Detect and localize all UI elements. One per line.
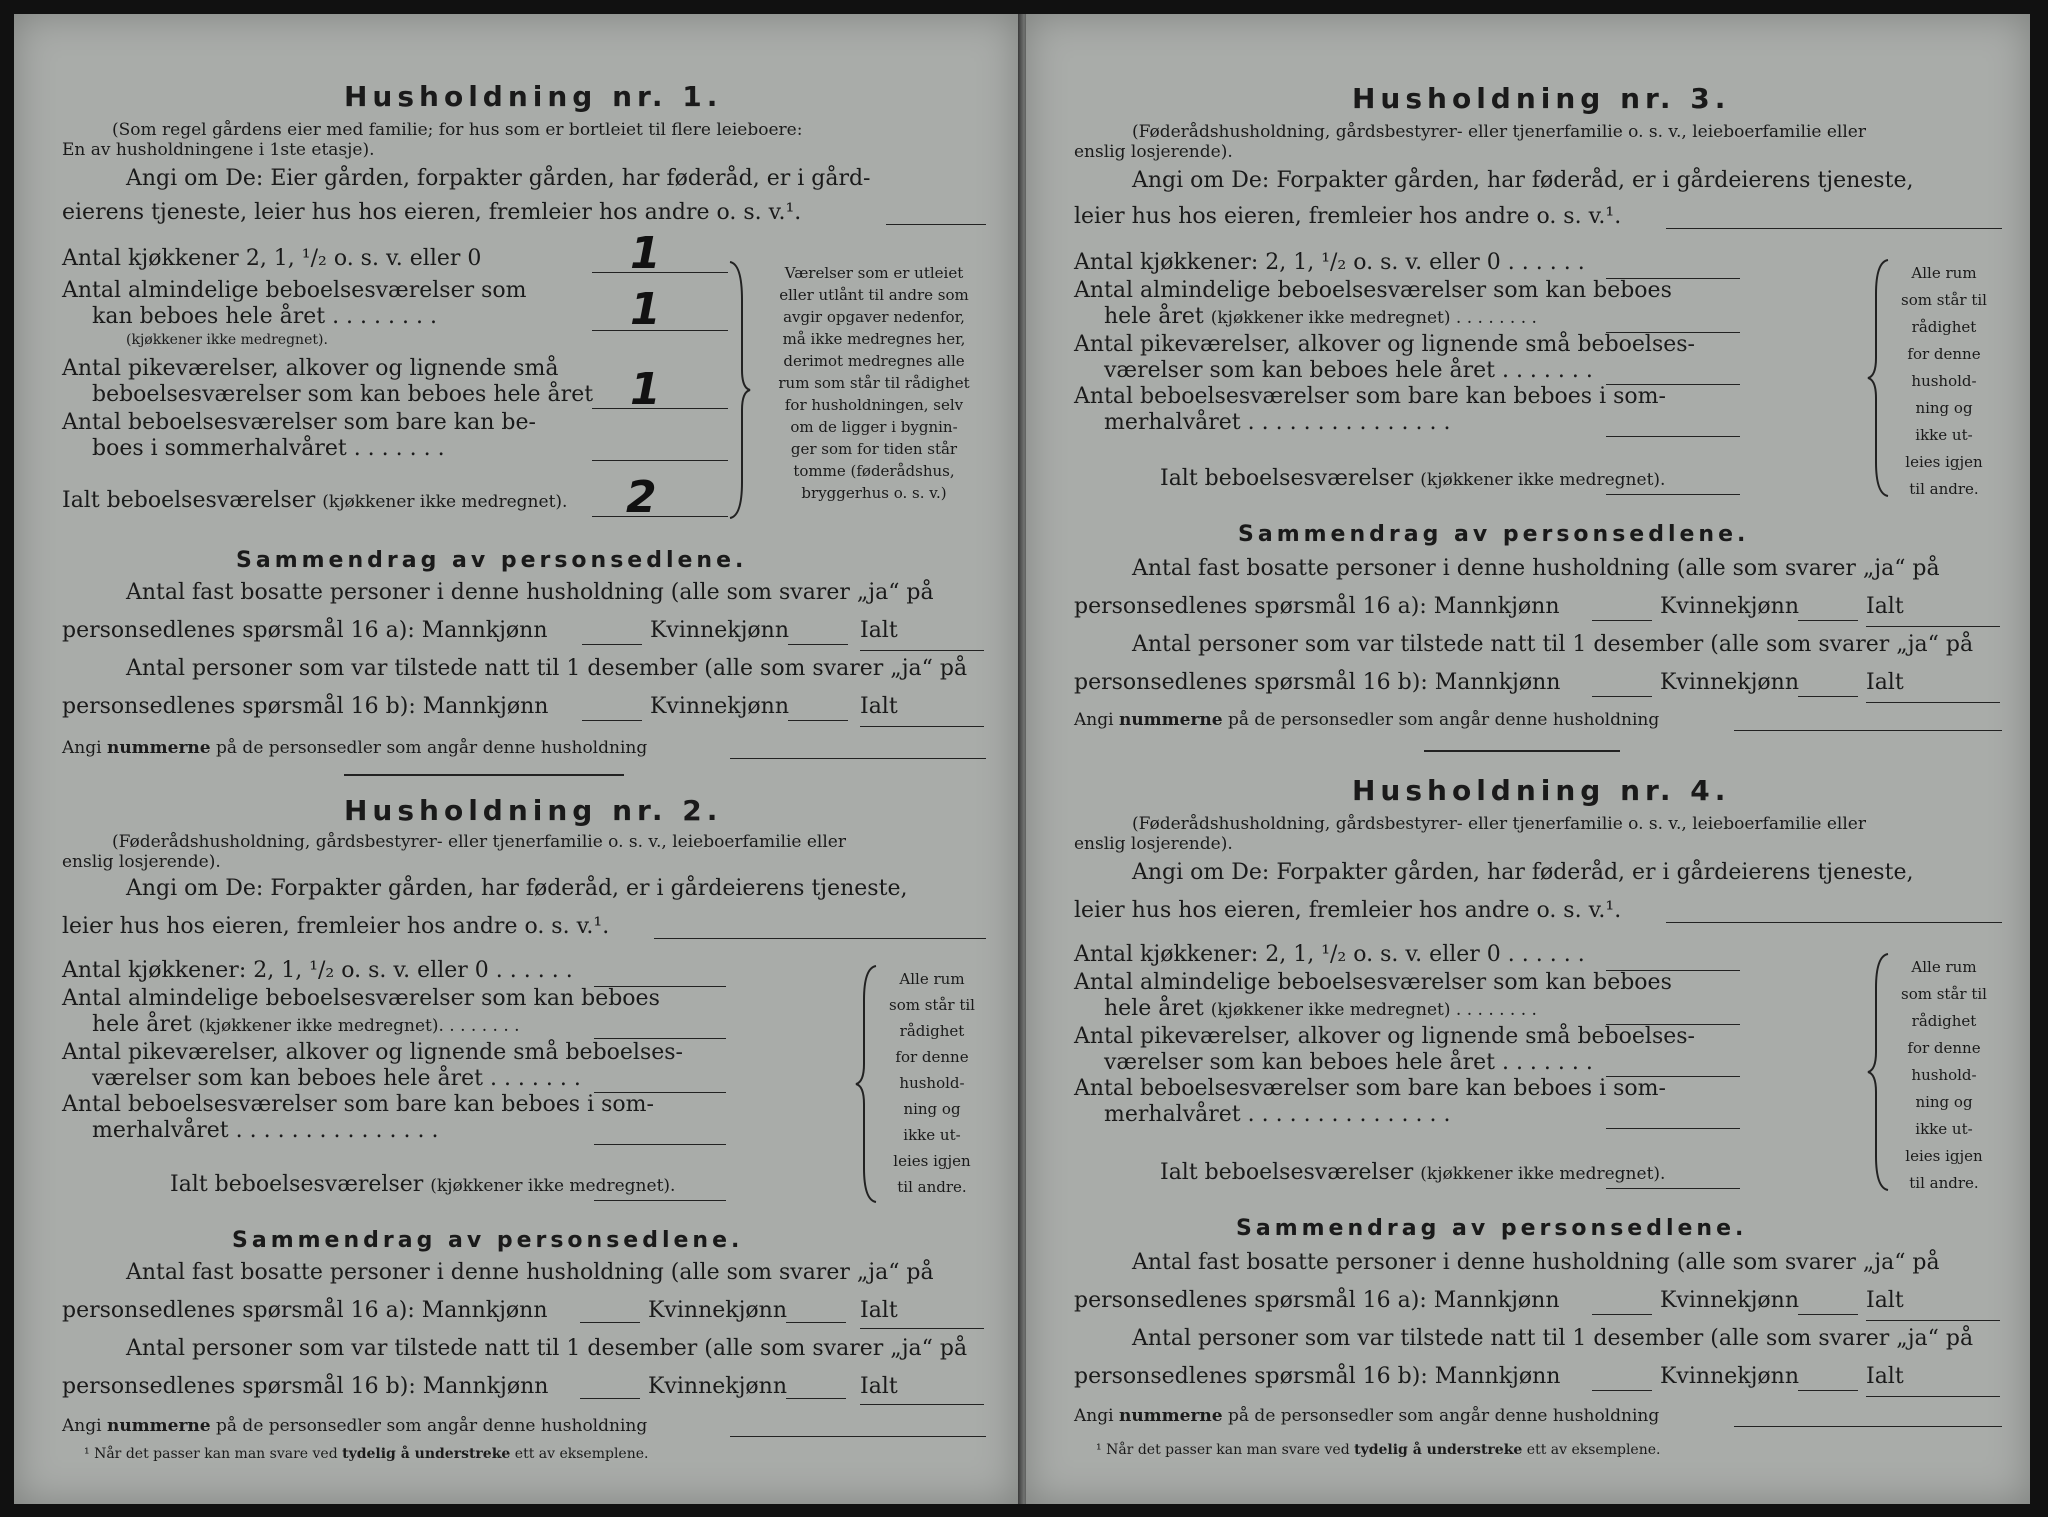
- household-1-b-total-line[interactable]: [860, 726, 984, 727]
- household-1-subtitle-2: En av husholdningene i 1ste etasje).: [62, 140, 375, 160]
- household-1-summary-a1: Antal fast bosatte personer i denne husholdning (alle som svarer „ja“ på: [126, 580, 934, 605]
- household-3-numbers-label: [1074, 710, 1659, 730]
- household-2-b-male-line[interactable]: [580, 1398, 640, 1399]
- household-3-separator: [1424, 750, 1620, 752]
- household-2-b-total-line[interactable]: [860, 1404, 984, 1405]
- household-4-small-rooms-label-1: Antal pikeværelser, alkover og lignende små beboelses-: [1074, 1024, 1695, 1049]
- household-1-rooms-label-1: Antal almindelige beboelsesværelser som: [62, 278, 527, 303]
- household-3-numbers-pre: Angi: [1074, 710, 1114, 730]
- household-4-summer-rooms-label-1: Antal beboelsesværelser som bare kan beboes i som-: [1074, 1076, 1666, 1101]
- household-4-rooms-label-2: [1104, 996, 1537, 1021]
- household-1-rooms-label-3: (kjøkkener ikke medregnet).: [126, 332, 328, 348]
- right-footnote-pre: Når det passer kan man svare ved: [1106, 1442, 1350, 1458]
- household-2-numbers-pre: Angi: [62, 1416, 102, 1436]
- household-2-summer-rooms-line[interactable]: [594, 1144, 726, 1145]
- household-3-numbers-line[interactable]: [1734, 730, 2002, 731]
- household-4-subtitle-1: (Føderådshusholdning, gårdsbestyrer- eller tjenerfamilie o. s. v., leieboerfamilie eller: [1132, 814, 1866, 834]
- household-3-angi-line-1: Angi om De: Forpakter gården, har føderåd, er i gårdeierens tjeneste,: [1132, 168, 1914, 193]
- household-4-rooms-label-2b: (kjøkkener ikke medregnet) . . . . . . . .: [1210, 1000, 1537, 1020]
- household-1-subtitle-1: (Som regel gårdens eier med familie; for hus som er bortleiet til flere leieboere:: [112, 120, 803, 140]
- household-1-small-rooms-label-1: Antal pikeværelser, alkover og lignende små: [62, 356, 559, 381]
- household-3-rooms-label-2b: (kjøkkener ikke medregnet) . . . . . . . .: [1210, 308, 1537, 328]
- household-1-a-male-line[interactable]: [582, 644, 642, 645]
- household-1-angi-line-1: Angi om De: Eier gården, forpakter gården, har føderåd, er i gård-: [126, 166, 871, 191]
- household-1-a-female-label: Kvinnekjønn: [650, 618, 789, 643]
- left-footnote-pre: Når det passer kan man svare ved: [94, 1446, 338, 1462]
- right-footnote-bold: tydelig å understreke: [1354, 1442, 1523, 1458]
- household-4-angi-line-1: Angi om De: Forpakter gården, har føderåd, er i gårdeierens tjeneste,: [1132, 860, 1914, 885]
- household-2-summer-rooms-label-2: merhalvåret . . . . . . . . . . . . . . .: [92, 1118, 439, 1143]
- household-1-b-female-line[interactable]: [788, 720, 848, 721]
- household-2-b-female-line[interactable]: [786, 1398, 846, 1399]
- household-3-summary-a2: personsedlenes spørsmål 16 a): Mannkjønn: [1074, 594, 1560, 619]
- household-2-total-line[interactable]: [594, 1200, 726, 1201]
- household-1-numbers-label: [62, 738, 647, 758]
- household-1-total-label: [62, 488, 567, 513]
- household-4-small-rooms-label-2: værelser som kan beboes hele året . . . . . . .: [1104, 1050, 1593, 1075]
- household-4-summary-b1: Antal personer som var tilstede natt til 1 desember (alle som svarer „ja“ på: [1132, 1326, 1974, 1351]
- household-4-summer-rooms-label-2: merhalvåret . . . . . . . . . . . . . . .: [1104, 1102, 1451, 1127]
- household-1-angi-answer-line[interactable]: [886, 224, 986, 225]
- household-2-summer-rooms-label-1: Antal beboelsesværelser som bare kan beboes i som-: [62, 1092, 654, 1117]
- household-1-summary-a2: personsedlenes spørsmål 16 a): Mannkjønn: [62, 618, 548, 643]
- household-3-angi-line-2: leier hus hos eieren, fremleier hos andre o. s. v.¹.: [1074, 204, 1622, 229]
- household-1-a-female-line[interactable]: [788, 644, 848, 645]
- household-2-total-text: Ialt beboelsesværelser: [170, 1172, 424, 1197]
- household-4-rooms-label-2a: hele året: [1104, 996, 1204, 1021]
- household-2-numbers-label: [62, 1416, 647, 1436]
- household-4-numbers-bold: nummerne: [1118, 1406, 1223, 1426]
- household-4-a-female-label: Kvinnekjønn: [1660, 1288, 1799, 1313]
- household-4-numbers-post: på de personsedler som angår denne husholdning: [1228, 1406, 1660, 1426]
- household-3-side-note: Alle rum som står til rådighet for denne hushold- ning og ikke ut- leies igjen til andre.: [1901, 264, 1987, 498]
- left-footnote-num: ¹: [84, 1446, 90, 1462]
- household-3-numbers-post: på de personsedler som angår denne husholdning: [1228, 710, 1660, 730]
- household-4-b-female-label: Kvinnekjønn: [1660, 1364, 1799, 1389]
- left-footnote-post: ett av eksemplene.: [514, 1446, 649, 1462]
- household-4-summary-b2: personsedlenes spørsmål 16 b): Mannkjønn: [1074, 1364, 1561, 1389]
- household-3-summer-rooms-label-1: Antal beboelsesværelser som bare kan beboes i som-: [1074, 384, 1666, 409]
- household-1-b-male-line[interactable]: [582, 720, 642, 721]
- household-3-a-female-line[interactable]: [1798, 620, 1858, 621]
- household-4-a-male-line[interactable]: [1592, 1314, 1652, 1315]
- household-4-summary-a2: personsedlenes spørsmål 16 a): Mannkjønn: [1074, 1288, 1560, 1313]
- household-2-a-male-line[interactable]: [580, 1322, 640, 1323]
- household-2-numbers-post: på de personsedler som angår denne husholdning: [216, 1416, 648, 1436]
- household-3-total-label: [1160, 466, 1665, 491]
- household-4-b-total-label: Ialt: [1866, 1364, 1904, 1389]
- household-1-b-female-label: Kvinnekjønn: [650, 694, 789, 719]
- household-3-total-text: Ialt beboelsesværelser: [1160, 466, 1414, 491]
- household-2-summary-a1: Antal fast bosatte personer i denne husholdning (alle som svarer „ja“ på: [126, 1260, 934, 1285]
- household-3-b-female-label: Kvinnekjønn: [1660, 670, 1799, 695]
- household-4-rooms-label-1: Antal almindelige beboelsesværelser som kan beboes: [1074, 970, 1672, 995]
- household-4-angi-answer-line[interactable]: [1666, 922, 2002, 923]
- household-3-numbers-bold: nummerne: [1118, 710, 1223, 730]
- household-4-a-total-line[interactable]: [1866, 1320, 2000, 1321]
- household-2-b-total-label: Ialt: [860, 1374, 898, 1399]
- household-1-numbers-post: på de personsedler som angår denne husholdning: [216, 738, 648, 758]
- household-3-brace: [1866, 258, 1890, 498]
- household-3-subtitle-2: enslig losjerende).: [1074, 142, 1233, 162]
- household-4-summer-rooms-line[interactable]: [1606, 1128, 1740, 1129]
- household-1-kitchens-label: Antal kjøkkener 2, 1, ¹/₂ o. s. v. eller 0: [62, 246, 482, 271]
- household-3-a-total-label: Ialt: [1866, 594, 1904, 619]
- household-4-summary-a1: Antal fast bosatte personer i denne husholdning (alle som svarer „ja“ på: [1132, 1250, 1940, 1275]
- household-1-side-note: Værelser som er utleiet eller utlånt til andre som avgir opgaver nedenfor, må ikke medregnes her, derimot medregnes alle rum som står til rådighet for husholdningen, selv om de ligger i bygnin- ger som for tiden står tomme (føderådshus, bryggerhus o. s. v.): [778, 264, 970, 502]
- household-1-title: Husholdning nr. 1.: [344, 80, 723, 113]
- household-4-a-female-line[interactable]: [1798, 1314, 1858, 1315]
- household-2-rooms-label-2a: hele året: [92, 1012, 192, 1037]
- household-1-numbers-line[interactable]: [730, 758, 986, 759]
- household-3-small-rooms-label-1: Antal pikeværelser, alkover og lignende små beboelses-: [1074, 332, 1695, 357]
- household-1-small-rooms-value: 1: [630, 364, 661, 415]
- household-1-numbers-pre: Angi: [62, 738, 102, 758]
- right-footnote-post: ett av eksemplene.: [1526, 1442, 1661, 1458]
- household-1-rooms-value: 1: [630, 284, 661, 335]
- household-2-summary-a2: personsedlenes spørsmål 16 a): Mannkjønn: [62, 1298, 548, 1323]
- household-1-summer-rooms-line[interactable]: [592, 460, 728, 461]
- household-1-summary-b1: Antal personer som var tilstede natt til 1 desember (alle som svarer „ja“ på: [126, 656, 968, 681]
- household-1-a-total-line[interactable]: [860, 650, 984, 651]
- household-3-rooms-label-2a: hele året: [1104, 304, 1204, 329]
- household-4-b-total-line[interactable]: [1866, 1396, 2000, 1397]
- household-2-summary-b2: personsedlenes spørsmål 16 b): Mannkjønn: [62, 1374, 549, 1399]
- household-2-numbers-bold: nummerne: [106, 1416, 211, 1436]
- household-1-summary-title: Sammendrag av personsedlene.: [236, 548, 748, 573]
- household-2-angi-line-2: leier hus hos eieren, fremleier hos andre o. s. v.¹.: [62, 914, 610, 939]
- household-2-brace: [854, 964, 878, 1204]
- household-4-total-text: Ialt beboelsesværelser: [1160, 1160, 1414, 1185]
- household-4-b-male-line[interactable]: [1592, 1390, 1652, 1391]
- household-2-side-note: Alle rum som står til rådighet for denne hushold- ning og ikke ut- leies igjen til andre.: [889, 970, 975, 1196]
- household-4-kitchens-label: Antal kjøkkener: 2, 1, ¹/₂ o. s. v. eller 0 . . . . . .: [1074, 942, 1585, 967]
- household-2-rooms-label-2: [92, 1012, 520, 1037]
- household-1-a-total-label: Ialt: [860, 618, 898, 643]
- household-3-a-male-line[interactable]: [1592, 620, 1652, 621]
- household-2-subtitle-2: enslig losjerende).: [62, 852, 221, 872]
- household-1-kitchens-value: 1: [630, 228, 661, 279]
- left-page: [14, 14, 1018, 1504]
- household-2-small-rooms-label-2: værelser som kan beboes hele året . . . . . . .: [92, 1066, 581, 1091]
- household-2-a-total-label: Ialt: [860, 1298, 898, 1323]
- household-3-subtitle-1: (Føderådshusholdning, gårdsbestyrer- eller tjenerfamilie o. s. v., leieboerfamilie eller: [1132, 122, 1866, 142]
- household-4-angi-line-2: leier hus hos eieren, fremleier hos andre o. s. v.¹.: [1074, 898, 1622, 923]
- household-3-small-rooms-label-2: værelser som kan beboes hele året . . . . . . .: [1104, 358, 1593, 383]
- household-2-summary-title: Sammendrag av personsedlene.: [232, 1228, 744, 1253]
- household-4-numbers-line[interactable]: [1734, 1426, 2002, 1427]
- household-3-summer-rooms-line[interactable]: [1606, 436, 1740, 437]
- household-2-summary-b1: Antal personer som var tilstede natt til 1 desember (alle som svarer „ja“ på: [126, 1336, 968, 1361]
- household-4-total-line[interactable]: [1606, 1188, 1740, 1189]
- household-2-rooms-line[interactable]: [594, 1038, 726, 1039]
- household-2-a-female-line[interactable]: [786, 1322, 846, 1323]
- household-3-b-female-line[interactable]: [1798, 696, 1858, 697]
- household-4-total-note: (kjøkkener ikke medregnet).: [1420, 1164, 1666, 1184]
- right-footnote: [1096, 1442, 1660, 1458]
- household-3-b-male-line[interactable]: [1592, 696, 1652, 697]
- household-1-b-total-label: Ialt: [860, 694, 898, 719]
- household-3-rooms-label-2: [1104, 304, 1537, 329]
- household-3-summary-b1: Antal personer som var tilstede natt til 1 desember (alle som svarer „ja“ på: [1132, 632, 1974, 657]
- household-1-summary-b2: personsedlenes spørsmål 16 b): Mannkjønn: [62, 694, 549, 719]
- household-3-b-total-label: Ialt: [1866, 670, 1904, 695]
- household-1-rooms-label-2: kan beboes hele året . . . . . . . .: [92, 304, 437, 329]
- household-3-kitchens-label: Antal kjøkkener: 2, 1, ¹/₂ o. s. v. eller 0 . . . . . .: [1074, 250, 1585, 275]
- household-2-title: Husholdning nr. 2.: [344, 794, 723, 827]
- household-3-total-note: (kjøkkener ikke medregnet).: [1420, 470, 1666, 490]
- right-page: [1026, 14, 2030, 1504]
- household-4-a-total-label: Ialt: [1866, 1288, 1904, 1313]
- household-2-subtitle-1: (Føderådshusholdning, gårdsbestyrer- eller tjenerfamilie o. s. v., leieboerfamilie eller: [112, 832, 846, 852]
- household-3-a-total-line[interactable]: [1866, 626, 2000, 627]
- household-1-total-text: Ialt beboelsesværelser: [62, 488, 316, 513]
- household-4-brace: [1866, 952, 1890, 1192]
- household-2-total-label: [170, 1172, 675, 1197]
- household-2-numbers-line[interactable]: [730, 1436, 986, 1437]
- household-4-numbers-pre: Angi: [1074, 1406, 1114, 1426]
- household-2-b-female-label: Kvinnekjønn: [648, 1374, 787, 1399]
- household-1-brace: [728, 260, 752, 520]
- household-3-summer-rooms-label-2: merhalvåret . . . . . . . . . . . . . . .: [1104, 410, 1451, 435]
- household-2-total-note: (kjøkkener ikke medregnet).: [430, 1176, 676, 1196]
- household-2-angi-line-1: Angi om De: Forpakter gården, har føderåd, er i gårdeierens tjeneste,: [126, 876, 908, 901]
- right-footnote-num: ¹: [1096, 1442, 1102, 1458]
- household-3-b-total-line[interactable]: [1866, 702, 2000, 703]
- left-footnote: [84, 1446, 648, 1462]
- household-2-a-total-line[interactable]: [860, 1328, 984, 1329]
- household-1-total-line[interactable]: [592, 516, 728, 517]
- household-4-summary-title: Sammendrag av personsedlene.: [1236, 1216, 1748, 1241]
- household-1-numbers-bold: nummerne: [106, 738, 211, 758]
- household-4-side-note: Alle rum som står til rådighet for denne hushold- ning og ikke ut- leies igjen til andre.: [1901, 958, 1987, 1192]
- household-1-small-rooms-label-2: beboelsesværelser som kan beboes hele året: [92, 382, 594, 407]
- household-1-summer-rooms-label-1: Antal beboelsesværelser som bare kan be-: [62, 410, 536, 435]
- household-4-b-female-line[interactable]: [1798, 1390, 1858, 1391]
- household-3-rooms-label-1: Antal almindelige beboelsesværelser som kan beboes: [1074, 278, 1672, 303]
- household-3-angi-answer-line[interactable]: [1666, 228, 2002, 229]
- household-2-kitchens-label: Antal kjøkkener: 2, 1, ¹/₂ o. s. v. eller 0 . . . . . .: [62, 958, 573, 983]
- household-4-title: Husholdning nr. 4.: [1352, 774, 1731, 807]
- household-1-angi-line-2: eierens tjeneste, leier hus hos eieren, fremleier hos andre o. s. v.¹.: [62, 200, 802, 225]
- household-3-summary-b2: personsedlenes spørsmål 16 b): Mannkjønn: [1074, 670, 1561, 695]
- household-3-summary-title: Sammendrag av personsedlene.: [1238, 522, 1750, 547]
- household-4-numbers-label: [1074, 1406, 1659, 1426]
- household-4-total-label: [1160, 1160, 1665, 1185]
- household-3-summary-a1: Antal fast bosatte personer i denne husholdning (alle som svarer „ja“ på: [1132, 556, 1940, 581]
- left-footnote-bold: tydelig å understreke: [342, 1446, 511, 1462]
- household-2-a-female-label: Kvinnekjønn: [648, 1298, 787, 1323]
- household-1-total-value: 2: [626, 472, 657, 523]
- household-3-total-line[interactable]: [1606, 494, 1740, 495]
- household-1-summer-rooms-label-2: boes i sommerhalvåret . . . . . . .: [92, 436, 445, 461]
- household-1-separator: [344, 774, 624, 776]
- household-4-subtitle-2: enslig losjerende).: [1074, 834, 1233, 854]
- household-3-a-female-label: Kvinnekjønn: [1660, 594, 1799, 619]
- household-2-small-rooms-label-1: Antal pikeværelser, alkover og lignende små beboelses-: [62, 1040, 683, 1065]
- household-3-title: Husholdning nr. 3.: [1352, 82, 1731, 115]
- household-2-rooms-label-2b: (kjøkkener ikke medregnet). . . . . . . .: [198, 1016, 520, 1036]
- household-2-angi-answer-line[interactable]: [654, 938, 986, 939]
- household-1-total-note: (kjøkkener ikke medregnet).: [322, 492, 568, 512]
- household-2-rooms-label-1: Antal almindelige beboelsesværelser som kan beboes: [62, 986, 660, 1011]
